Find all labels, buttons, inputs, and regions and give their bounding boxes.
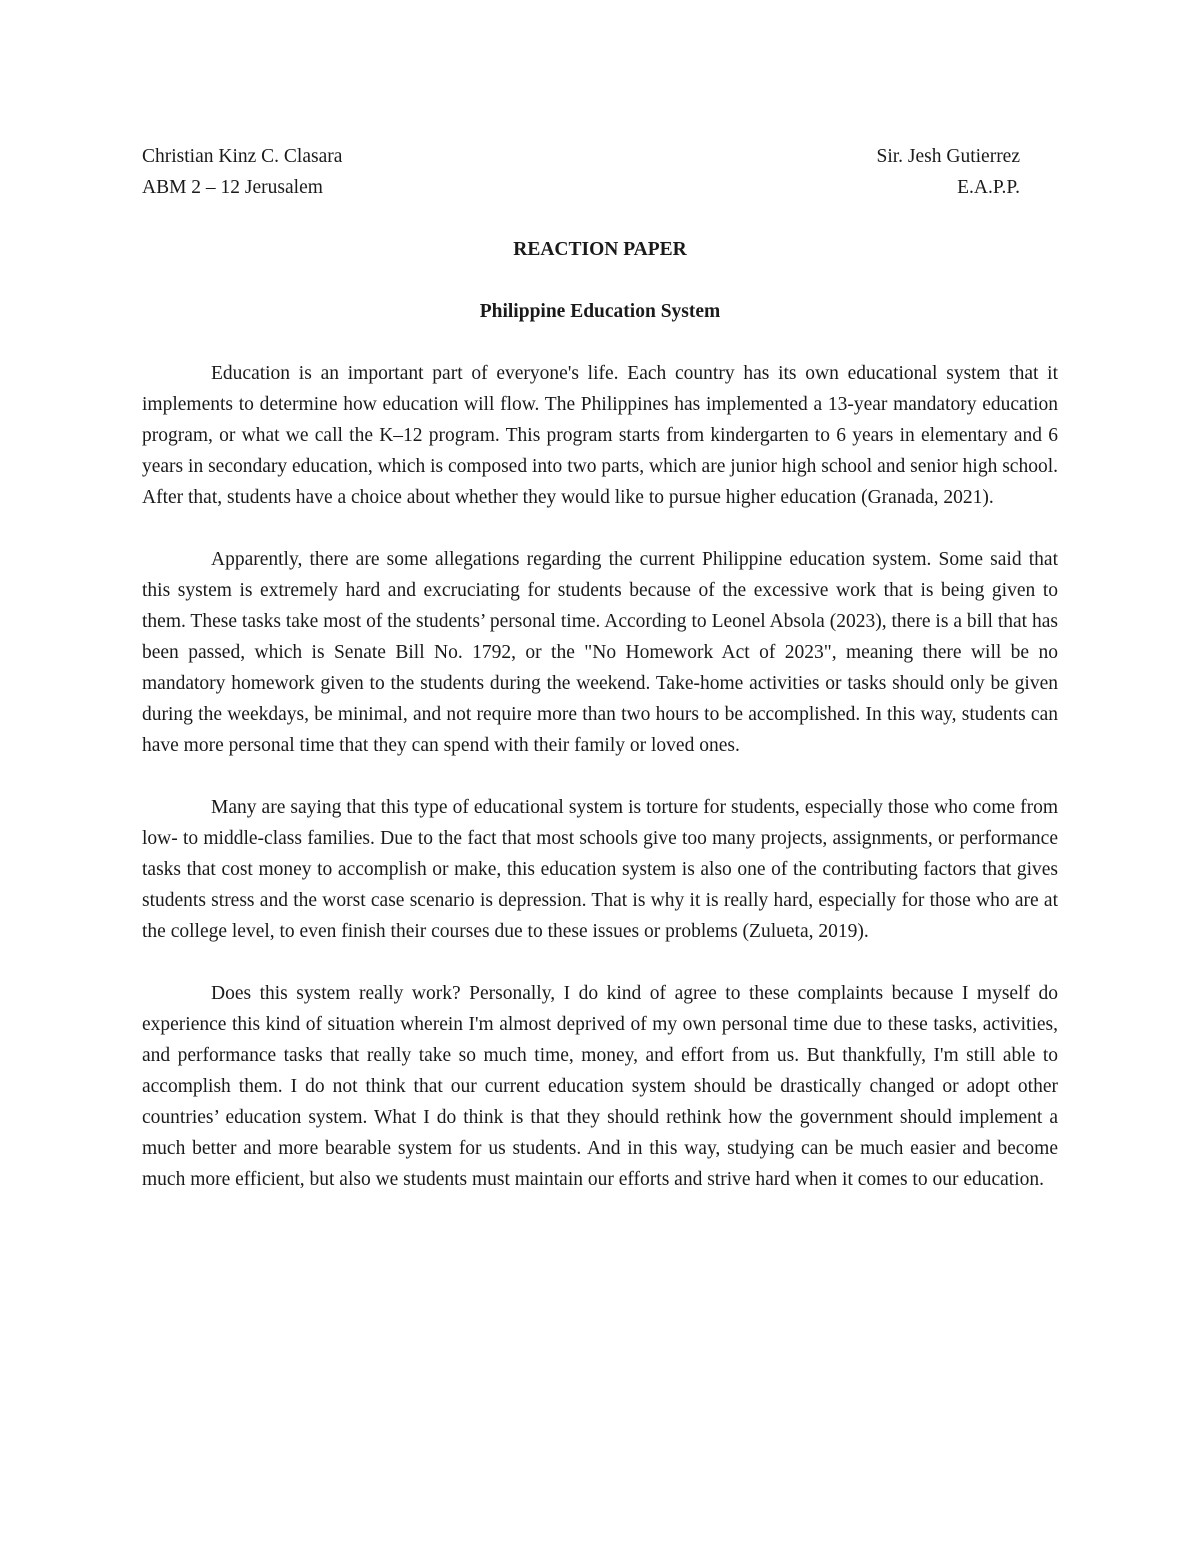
- teacher-name: Sir. Jesh Gutierrez: [876, 146, 1020, 167]
- student-name: Christian Kinz C. Clasara: [142, 146, 343, 167]
- header-row-class: [142, 172, 1020, 203]
- header-row-names: [142, 141, 1020, 172]
- subject-name: E.A.P.P.: [957, 177, 1020, 198]
- paragraph-1: Education is an important part of everyone's life. Each country has its own educational system that it implements to determine how education will flow. The Philippines has implemented a 13-year mandatory education program, or what we call the K–12 program. This program starts from kindergarten to 6 years in elementary and 6 years in secondary education, which is composed into two parts, which are junior high school and senior high school. After that, students have a choice about whether they would like to pursue higher education (Granada, 2021).: [142, 363, 1058, 508]
- paragraph-4: Does this system really work? Personally, I do kind of agree to these complaints because I myself do experience this kind of situation wherein I'm almost deprived of my own personal time due to these tasks, activities, and performance tasks that really take so much time, money, and effort from us. But thankfully, I'm still able to accomplish them. I do not think that our current education system should be drastically changed or adopt other countries’ education system. What I do think is that they should rethink how the government should implement a much better and more bearable system for us students. And in this way, studying can be much easier and become much more efficient, but also we students must maintain our efforts and strive hard when it comes to our education.: [142, 983, 1058, 1190]
- document-subtitle: Philippine Education System: [479, 301, 721, 322]
- paragraph-2: Apparently, there are some allegations regarding the current Philippine education system. Some said that this system is extremely hard and excruciating for students because of the excessive work that is being given to them. These tasks take most of the students’ personal time. According to Leonel Absola (2023), there is a bill that has been passed, which is Senate Bill No. 1792, or the "No Homework Act of 2023", meaning there will be no mandatory homework given to the students during the weekend. Take-home activities or tasks should only be given during the weekdays, be minimal, and not require more than two hours to be accomplished. In this way, students can have more personal time that they can spend with their family or loved ones.: [142, 549, 1058, 756]
- document-title: REACTION PAPER: [513, 239, 687, 260]
- paragraph-3: Many are saying that this type of educational system is torture for students, especially those who come from low- to middle-class families. Due to the fact that most schools give too many projects, assignments, or performance tasks that cost money to accomplish or make, this education system is also one of the contributing factors that gives students stress and the worst case scenario is depression. That is why it is really hard, especially for those who are at the college level, to even finish their courses due to these issues or problems (Zulueta, 2019).: [142, 797, 1058, 942]
- section-name: ABM 2 – 12 Jerusalem: [142, 177, 323, 198]
- document-body: [142, 358, 1058, 1195]
